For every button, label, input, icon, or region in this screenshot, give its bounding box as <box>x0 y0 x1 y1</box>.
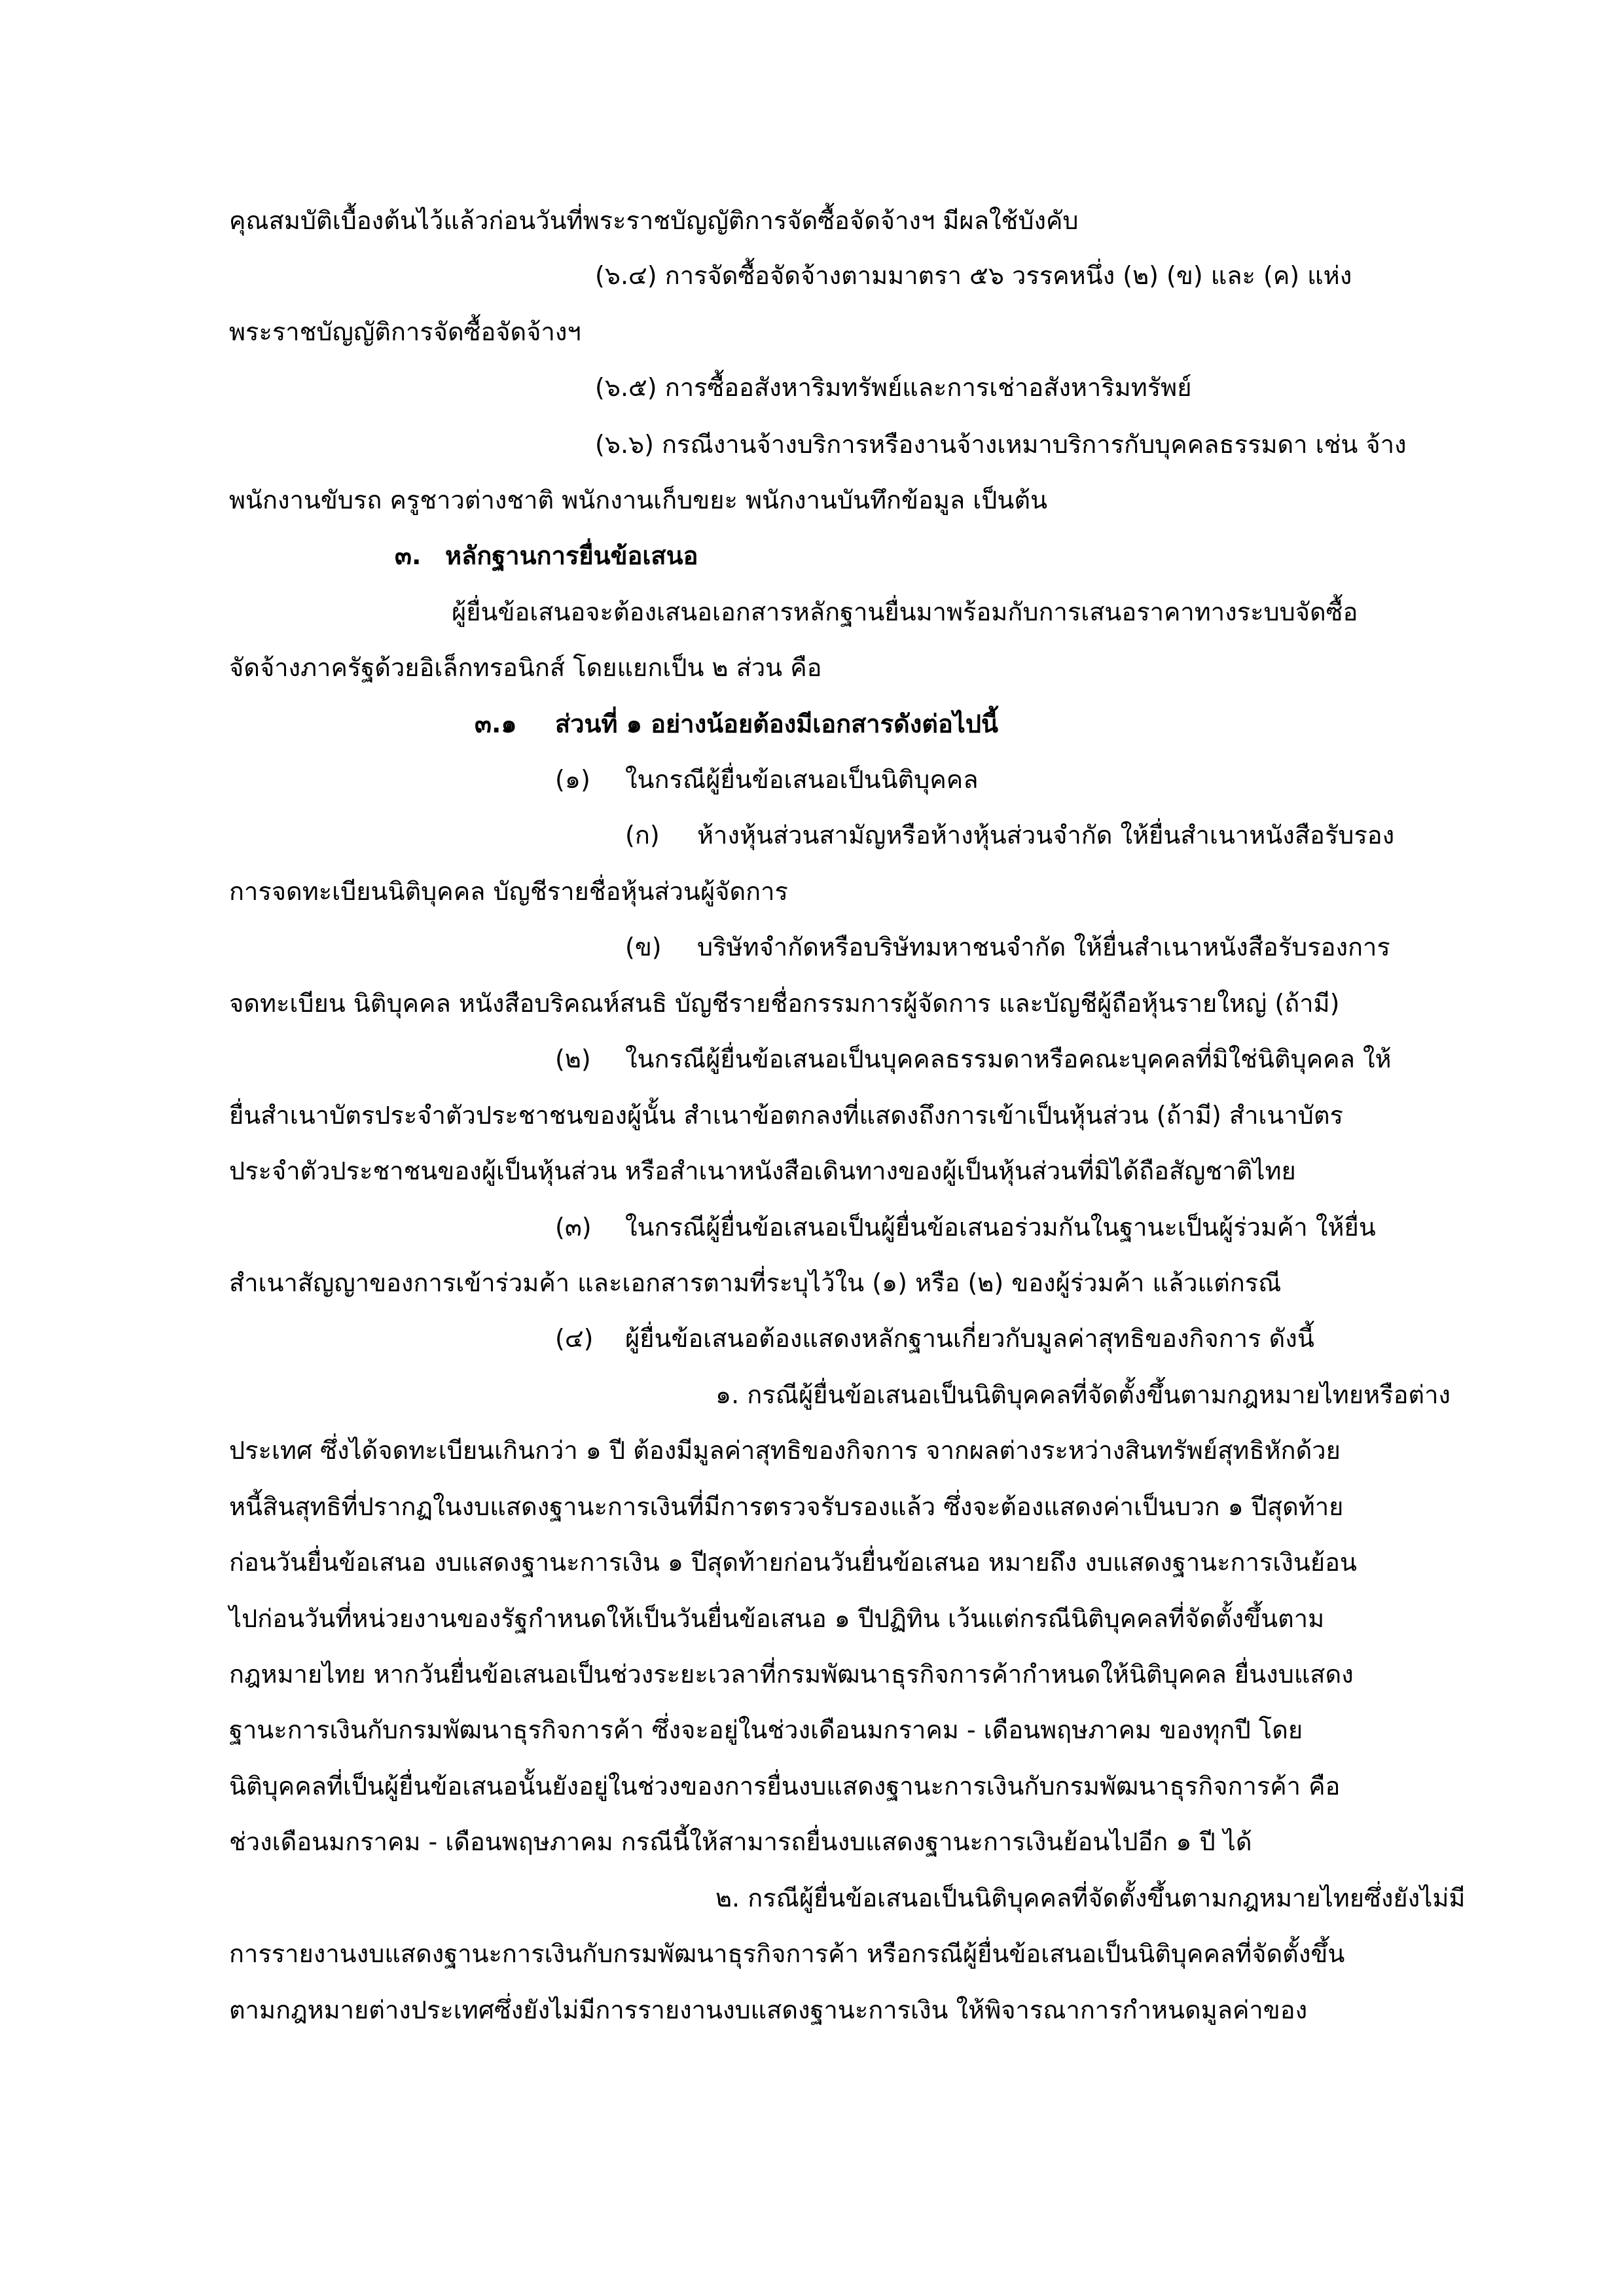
text-line: ห้างหุ้นส่วนสามัญหรือห้างหุ้นส่วนจำกัด ให้ยื่นสำเนาหนังสือรับรอง <box>697 821 1395 850</box>
text-line: การรายงานงบแสดงฐานะการเงินกับกรมพัฒนาธุรกิจการค้า หรือกรณีผู้ยื่นข้อเสนอเป็นนิติบุคคลที่จัดตั้งขึ้น <box>229 1939 1345 1968</box>
text-line: สำเนาสัญญาของการเข้าร่วมค้า และเอกสารตามที่ระบุไว้ใน (๑) หรือ (๒) ของผู้ร่วมค้า แล้วแต่กรณี <box>229 1268 1282 1297</box>
item-number: (๓) <box>555 1213 592 1242</box>
subsection-heading: ส่วนที่ ๑ อย่างน้อยต้องมีเอกสารดังต่อไปนี้ <box>555 709 998 738</box>
text-line: พระราชบัญญัติการจัดซื้อจัดจ้างฯ <box>229 317 581 346</box>
text-line: ประเทศ ซึ่งได้จดทะเบียนเกินกว่า ๑ ปี ต้องมีมูลค่าสุทธิของกิจการ จากผลต่างระหว่างสินทรัพย์สุทธิหักด้วย <box>229 1436 1341 1465</box>
text-line: หนี้สินสุทธิที่ปรากฏในงบแสดงฐานะการเงินที่มีการตรวจรับรองแล้ว ซึ่งจะต้องแสดงค่าเป็นบวก ๑ ปีสุดท้าย <box>229 1492 1344 1521</box>
item-number: (ข) <box>625 933 662 961</box>
text-line: ไปก่อนวันที่หน่วยงานของรัฐกำหนดให้เป็นวันยื่นข้อเสนอ ๑ ปีปฏิทิน เว้นแต่กรณีนิติบุคคลที่จัดตั้งขึ้นตาม <box>229 1604 1325 1633</box>
text-line: กฎหมายไทย หากวันยื่นข้อเสนอเป็นช่วงระยะเวลาที่กรมพัฒนาธุรกิจการค้ากำหนดให้นิติบุคคล ยื่นงบแสดง <box>229 1660 1354 1689</box>
text-line: ในกรณีผู้ยื่นข้อเสนอเป็นผู้ยื่นข้อเสนอร่วมกันในฐานะเป็นผู้ร่วมค้า ให้ยื่น <box>625 1213 1376 1242</box>
text-line: ฐานะการเงินกับกรมพัฒนาธุรกิจการค้า ซึ่งจะอยู่ในช่วงเดือนมกราคม - เดือนพฤษภาคม ของทุกปี โดย <box>229 1715 1303 1744</box>
text-line: บริษัทจำกัดหรือบริษัทมหาชนจำกัด ให้ยื่นสำเนาหนังสือรับรองการ <box>697 933 1390 961</box>
text-line: ผู้ยื่นข้อเสนอจะต้องเสนอเอกสารหลักฐานยื่นมาพร้อมกับการเสนอราคาทางระบบจัดซื้อ <box>452 598 1358 626</box>
text-line: ตามกฎหมายต่างประเทศซึ่งยังไม่มีการรายงานงบแสดงฐานะการเงิน ให้พิจารณาการกำหนดมูลค่าของ <box>229 1996 1308 2024</box>
text-line: พนักงานขับรถ ครูชาวต่างชาติ พนักงานเก็บขยะ พนักงานบันทึกข้อมูล เป็นต้น <box>229 486 1048 514</box>
text-line: ผู้ยื่นข้อเสนอต้องแสดงหลักฐานเกี่ยวกับมูลค่าสุทธิของกิจการ ดังนี้ <box>625 1324 1314 1353</box>
text-line: ในกรณีผู้ยื่นข้อเสนอเป็นนิติบุคคล <box>625 765 979 794</box>
text-line: นิติบุคคลที่เป็นผู้ยื่นข้อเสนอนั้นยังอยู่ในช่วงของการยื่นงบแสดงฐานะการเงินกับกรมพัฒนาธุรกิจการค้า คือ <box>229 1772 1341 1801</box>
subsection-number: ๓.๑ <box>475 709 517 738</box>
item-number: (๔) <box>555 1324 594 1353</box>
section-number: ๓. <box>395 541 422 570</box>
item-number: (๑) <box>555 765 590 794</box>
item-number: (ก) <box>625 821 660 850</box>
text-line: จัดจ้างภาครัฐด้วยอิเล็กทรอนิกส์ โดยแยกเป็น ๒ ส่วน คือ <box>229 653 822 682</box>
text-line: ประจำตัวประชาชนของผู้เป็นหุ้นส่วน หรือสำเนาหนังสือเดินทางของผู้เป็นหุ้นส่วนที่มิได้ถือสัญชาติไทย <box>229 1157 1296 1185</box>
text-line: ช่วงเดือนมกราคม - เดือนพฤษภาคม กรณีนี้ให้สามารถยื่นงบแสดงฐานะการเงินย้อนไปอีก ๑ ปี ได้ <box>229 1827 1252 1856</box>
section-heading: หลักฐานการยื่นข้อเสนอ <box>445 541 698 570</box>
text-line: (๖.๔) การจัดซื้อจัดจ้างตามมาตรา ๕๖ วรรคหนึ่ง (๒) (ข) และ (ค) แห่ง <box>595 261 1352 290</box>
text-line: (๖.๕) การซื้ออสังหาริมทรัพย์และการเช่าอสังหาริมทรัพย์ <box>595 373 1192 402</box>
text-line: ในกรณีผู้ยื่นข้อเสนอเป็นบุคคลธรรมดาหรือคณะบุคคลที่มิใช่นิติบุคคล ให้ <box>625 1045 1392 1073</box>
text-line: ยื่นสำเนาบัตรประจำตัวประชาชนของผู้นั้น สำเนาข้อตกลงที่แสดงถึงการเข้าเป็นหุ้นส่วน (ถ้ามี) สำเนาบัตร <box>229 1101 1343 1130</box>
text-line: ก่อนวันยื่นข้อเสนอ งบแสดงฐานะการเงิน ๑ ปีสุดท้ายก่อนวันยื่นข้อเสนอ หมายถึง งบแสดงฐานะการเงินย้อน <box>229 1548 1357 1577</box>
text-line: (๖.๖) กรณีงานจ้างบริการหรืองานจ้างเหมาบริการกับบุคคลธรรมดา เช่น จ้าง <box>595 430 1407 459</box>
item-number: (๒) <box>555 1045 591 1073</box>
text-line: การจดทะเบียนนิติบุคคล บัญชีรายชื่อหุ้นส่วนผู้จัดการ <box>229 877 788 906</box>
text-line: จดทะเบียน นิติบุคคล หนังสือบริคณห์สนธิ บัญชีรายชื่อกรรมการผู้จัดการ และบัญชีผู้ถือหุ้นรายใหญ่ (ถ้ามี) <box>229 989 1340 1018</box>
text-line: ๒. กรณีผู้ยื่นข้อเสนอเป็นนิติบุคคลที่จัดตั้งขึ้นตามกฎหมายไทยซึ่งยังไม่มี <box>715 1884 1466 1912</box>
text-line: คุณสมบัติเบื้องต้นไว้แล้วก่อนวันที่พระราชบัญญัติการจัดซื้อจัดจ้างฯ มีผลใช้บังคับ <box>229 206 1079 235</box>
text-line: ๑. กรณีผู้ยื่นข้อเสนอเป็นนิติบุคคลที่จัดตั้งขึ้นตามกฎหมายไทยหรือต่าง <box>715 1380 1451 1409</box>
